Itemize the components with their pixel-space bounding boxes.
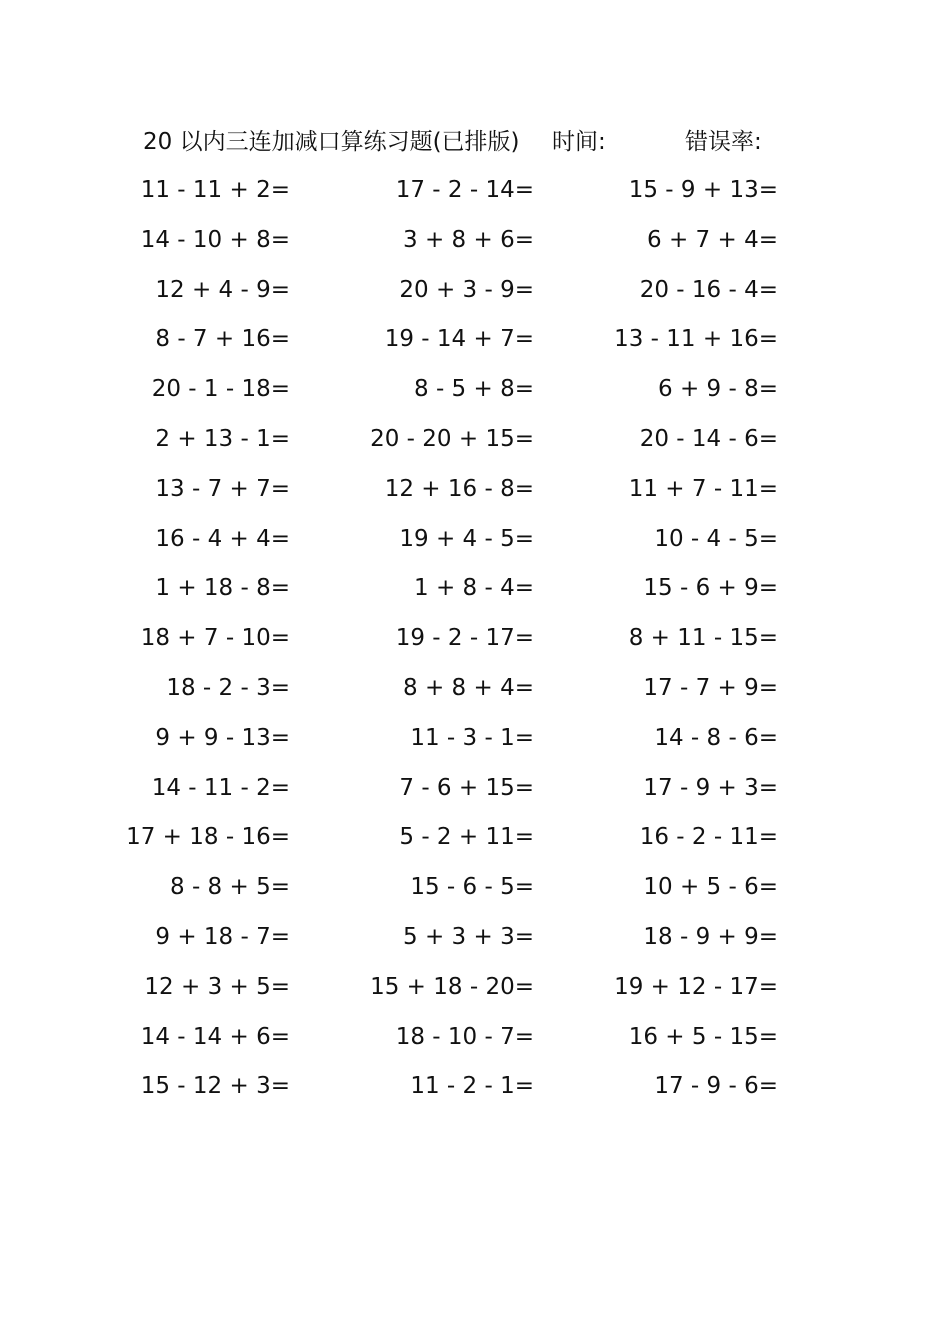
math-problem: 1 + 8 - 4= xyxy=(414,575,534,602)
math-problem: 10 + 5 - 6= xyxy=(643,874,778,901)
math-problem: 19 + 12 - 17= xyxy=(614,973,778,1000)
math-problem: 12 + 4 - 9= xyxy=(155,276,290,303)
problem-row xyxy=(0,863,950,913)
math-problem: 12 + 16 - 8= xyxy=(384,475,534,502)
worksheet-title: 20 以内三连加减口算练习题(已排版) xyxy=(143,129,520,155)
math-problem: 2 + 13 - 1= xyxy=(155,425,290,452)
math-problem: 20 - 14 - 6= xyxy=(639,425,778,452)
math-problem: 9 + 18 - 7= xyxy=(155,923,290,950)
math-problem: 9 + 9 - 13= xyxy=(155,724,290,751)
math-problem: 20 - 1 - 18= xyxy=(151,376,290,403)
math-problem: 8 + 8 + 4= xyxy=(403,674,534,701)
math-problem: 1 + 18 - 8= xyxy=(155,575,290,602)
math-problem: 15 - 6 - 5= xyxy=(410,874,534,901)
problem-row xyxy=(0,714,950,764)
math-problem: 17 - 9 - 6= xyxy=(654,1073,778,1100)
math-problem: 11 - 3 - 1= xyxy=(410,724,534,751)
math-problem: 14 - 11 - 2= xyxy=(151,774,290,801)
math-problem: 19 - 2 - 17= xyxy=(395,625,534,652)
math-problem: 14 - 10 + 8= xyxy=(140,226,290,253)
math-problem: 15 - 9 + 13= xyxy=(628,177,778,203)
math-problem: 6 + 9 - 8= xyxy=(658,376,778,403)
math-problem: 20 + 3 - 9= xyxy=(399,276,534,303)
math-problem: 20 - 16 - 4= xyxy=(639,276,778,303)
math-problem: 18 - 9 + 9= xyxy=(643,923,778,950)
math-problem: 16 - 4 + 4= xyxy=(155,525,290,552)
math-problem: 8 - 7 + 16= xyxy=(155,326,290,353)
math-problem: 6 + 7 + 4= xyxy=(647,226,778,253)
problem-row xyxy=(0,963,950,1013)
math-problem: 3 + 8 + 6= xyxy=(403,226,534,253)
math-problem: 13 - 11 + 16= xyxy=(614,326,778,353)
math-problem: 11 - 11 + 2= xyxy=(140,177,290,203)
math-problem: 11 + 7 - 11= xyxy=(628,475,778,502)
problem-row xyxy=(0,216,950,266)
math-problem: 10 - 4 - 5= xyxy=(654,525,778,552)
problem-row xyxy=(0,465,950,515)
math-problem: 19 + 4 - 5= xyxy=(399,525,534,552)
math-problem: 17 - 9 + 3= xyxy=(643,774,778,801)
math-problem: 18 - 10 - 7= xyxy=(395,1023,534,1050)
problem-row xyxy=(0,614,950,664)
worksheet-header xyxy=(143,124,823,160)
math-problem: 11 - 2 - 1= xyxy=(410,1073,534,1100)
math-problem: 20 - 20 + 15= xyxy=(370,425,534,452)
math-problem: 13 - 7 + 7= xyxy=(155,475,290,502)
math-problem: 17 - 7 + 9= xyxy=(643,674,778,701)
math-problem: 16 + 5 - 15= xyxy=(628,1023,778,1050)
math-problem: 5 + 3 + 3= xyxy=(403,923,534,950)
math-problem: 16 - 2 - 11= xyxy=(639,824,778,851)
problem-row xyxy=(0,813,950,863)
error-rate-label: 错误率: xyxy=(685,129,762,155)
problem-row xyxy=(0,266,950,316)
math-problem: 15 - 12 + 3= xyxy=(140,1073,290,1100)
problem-row xyxy=(0,315,950,365)
time-label: 时间: xyxy=(552,129,606,155)
problem-row xyxy=(0,166,950,216)
math-problem: 5 - 2 + 11= xyxy=(399,824,534,851)
math-problem: 14 - 8 - 6= xyxy=(654,724,778,751)
problem-grid xyxy=(0,166,950,1112)
problem-row xyxy=(0,415,950,465)
math-problem: 14 - 14 + 6= xyxy=(140,1023,290,1050)
math-problem: 8 - 8 + 5= xyxy=(170,874,290,901)
math-problem: 15 + 18 - 20= xyxy=(370,973,534,1000)
problem-row xyxy=(0,1013,950,1063)
math-problem: 17 + 18 - 16= xyxy=(126,824,290,851)
problem-row xyxy=(0,664,950,714)
problem-row xyxy=(0,515,950,565)
math-problem: 12 + 3 + 5= xyxy=(144,973,290,1000)
problem-row xyxy=(0,1062,950,1112)
math-problem: 17 - 2 - 14= xyxy=(395,177,534,203)
problem-row xyxy=(0,365,950,415)
math-problem: 8 + 11 - 15= xyxy=(628,625,778,652)
math-problem: 15 - 6 + 9= xyxy=(643,575,778,602)
problem-row xyxy=(0,913,950,963)
math-problem: 19 - 14 + 7= xyxy=(384,326,534,353)
math-problem: 8 - 5 + 8= xyxy=(414,376,534,403)
math-problem: 18 - 2 - 3= xyxy=(166,674,290,701)
math-problem: 7 - 6 + 15= xyxy=(399,774,534,801)
problem-row xyxy=(0,564,950,614)
math-problem: 18 + 7 - 10= xyxy=(140,625,290,652)
problem-row xyxy=(0,764,950,814)
